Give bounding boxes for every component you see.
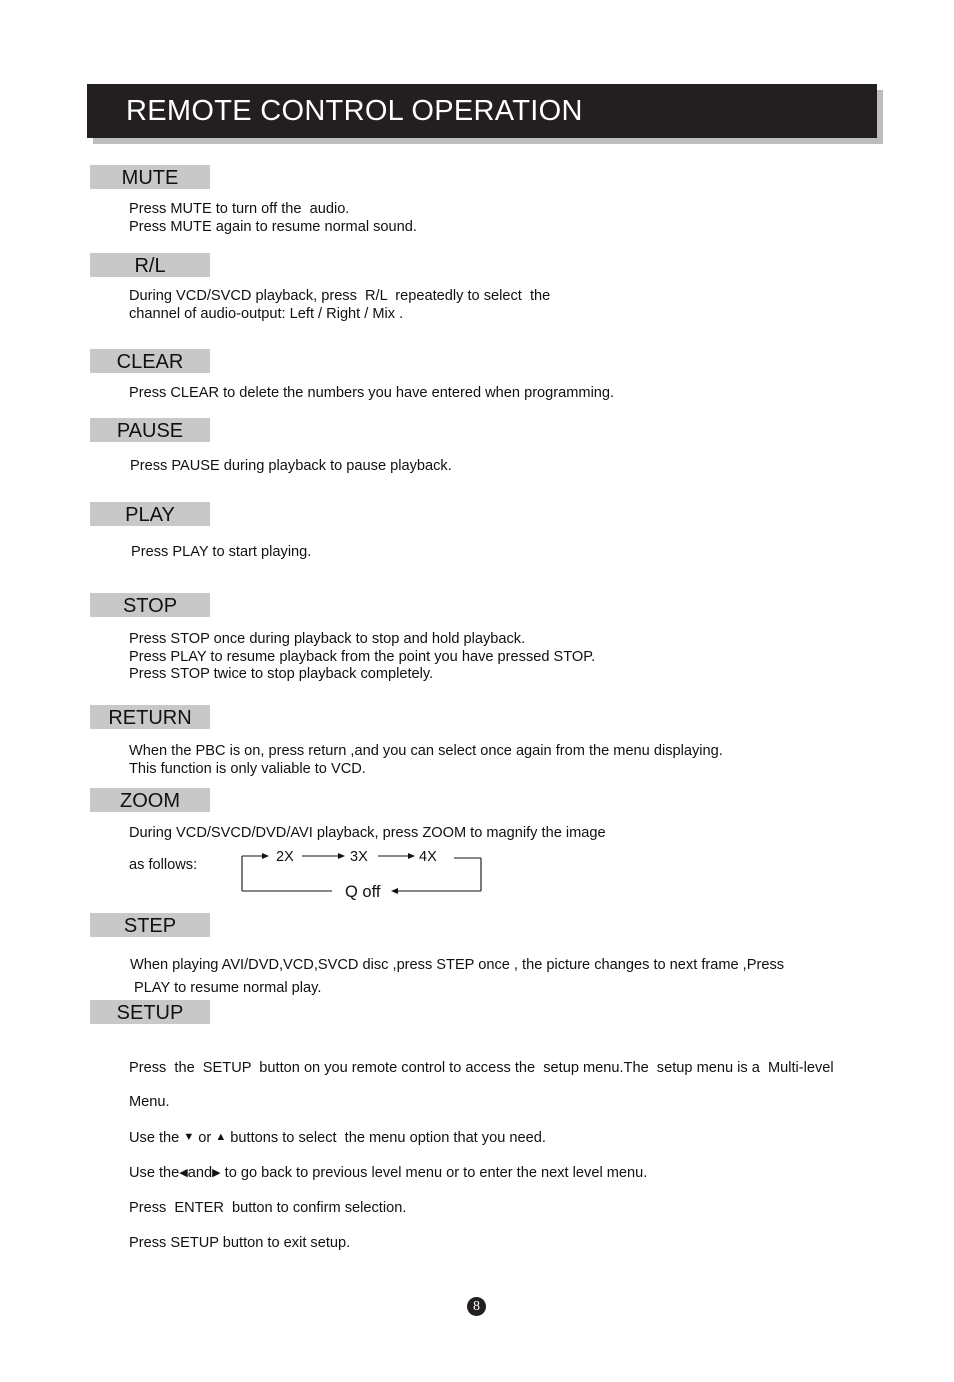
- section-label-clear: CLEAR: [90, 349, 210, 373]
- text-line: PLAY to resume normal play.: [130, 979, 322, 996]
- text-fragment: to go back to previous level menu or to enter the next level menu.: [220, 1165, 648, 1181]
- text-fragment: Use the: [129, 1165, 180, 1181]
- section-text-play: [131, 544, 311, 562]
- text-line: Press PLAY to resume playback from the point you have pressed STOP.: [129, 648, 596, 665]
- text-line: Menu.: [129, 1093, 170, 1110]
- section-text-zoom: [129, 825, 606, 843]
- section-text-clear: [129, 385, 614, 403]
- text-line: channel of audio-output: Left / Right / Mix .: [129, 305, 404, 322]
- section-label-setup: SETUP: [90, 1000, 210, 1024]
- text-line: During VCD/SVCD/DVD/AVI playback, press ZOOM to magnify the image: [129, 825, 606, 841]
- text-line: During VCD/SVCD playback, press R/L repeatedly to select the: [129, 288, 551, 304]
- zoom-step-4x: 4X: [419, 849, 437, 865]
- section-label-zoom: ZOOM: [90, 788, 210, 812]
- text-line: Press SETUP button to exit setup.: [129, 1235, 351, 1251]
- text-line: Press STOP twice to stop playback completely.: [129, 666, 434, 682]
- right-triangle-icon: ▶: [212, 1167, 221, 1179]
- section-label-return: RETURN: [90, 705, 210, 729]
- text-line: When playing AVI/DVD,VCD,SVCD disc ,press STEP once , the picture changes to next frame ,Press: [130, 957, 785, 973]
- section-label-play: PLAY: [90, 502, 210, 526]
- text-fragment: or: [194, 1130, 216, 1146]
- section-text-setup: [129, 1042, 834, 1270]
- text-fragment: and: [187, 1165, 213, 1181]
- text-line: Press the SETUP button on you remote control to access the setup menu.The setup menu is a Multi-level: [129, 1059, 834, 1076]
- text-fragment: Use the: [129, 1130, 184, 1146]
- text-line: [129, 1129, 834, 1148]
- up-triangle-icon: ▲: [215, 1131, 227, 1143]
- text-line: Press PAUSE during playback to pause playback.: [130, 458, 452, 474]
- left-triangle-icon: ◀: [179, 1167, 188, 1179]
- zoom-cycle-diagram: [236, 846, 496, 906]
- arrow-right-icon: [338, 853, 345, 859]
- text-line: Press ENTER button to confirm selection.: [129, 1200, 407, 1216]
- page-title: REMOTE CONTROL OPERATION: [87, 84, 877, 138]
- section-label-pause: PAUSE: [90, 418, 210, 442]
- arrow-right-icon: [408, 853, 415, 859]
- section-text-return: [129, 743, 723, 778]
- text-fragment: buttons to select the menu option that you need.: [226, 1130, 546, 1146]
- section-text-stop: [129, 631, 595, 684]
- zoom-step-3x: 3X: [350, 849, 368, 865]
- text-line: Press STOP once during playback to stop and hold playback.: [129, 631, 526, 647]
- section-label-stop: STOP: [90, 593, 210, 617]
- zoom-off-label: Q off: [345, 883, 381, 901]
- down-triangle-icon: ▼: [183, 1131, 195, 1143]
- section-label-step: STEP: [90, 913, 210, 937]
- section-label-mute: MUTE: [90, 165, 210, 189]
- text-line: This function is only valiable to VCD.: [129, 760, 366, 777]
- arrow-right-icon: [262, 853, 269, 859]
- section-text-mute: [129, 201, 417, 236]
- text-line: Press MUTE to turn off the audio.: [129, 201, 350, 217]
- text-line: When the PBC is on, press return ,and you can select once again from the menu displaying.: [129, 743, 723, 759]
- text-line: Press PLAY to start playing.: [131, 544, 312, 560]
- section-text-step: [130, 954, 784, 999]
- section-label-rl: R/L: [90, 253, 210, 277]
- arrow-left-icon: [391, 888, 398, 894]
- text-line: Press CLEAR to delete the numbers you have entered when programming.: [129, 385, 615, 401]
- section-text-pause: [130, 458, 452, 476]
- zoom-as-follows: as follows:: [129, 857, 198, 873]
- page-number: 8: [467, 1297, 486, 1316]
- section-text-rl: [129, 288, 550, 323]
- zoom-step-2x: 2X: [276, 849, 294, 865]
- text-line: Press MUTE again to resume normal sound.: [129, 218, 417, 235]
- text-line: [129, 1165, 834, 1183]
